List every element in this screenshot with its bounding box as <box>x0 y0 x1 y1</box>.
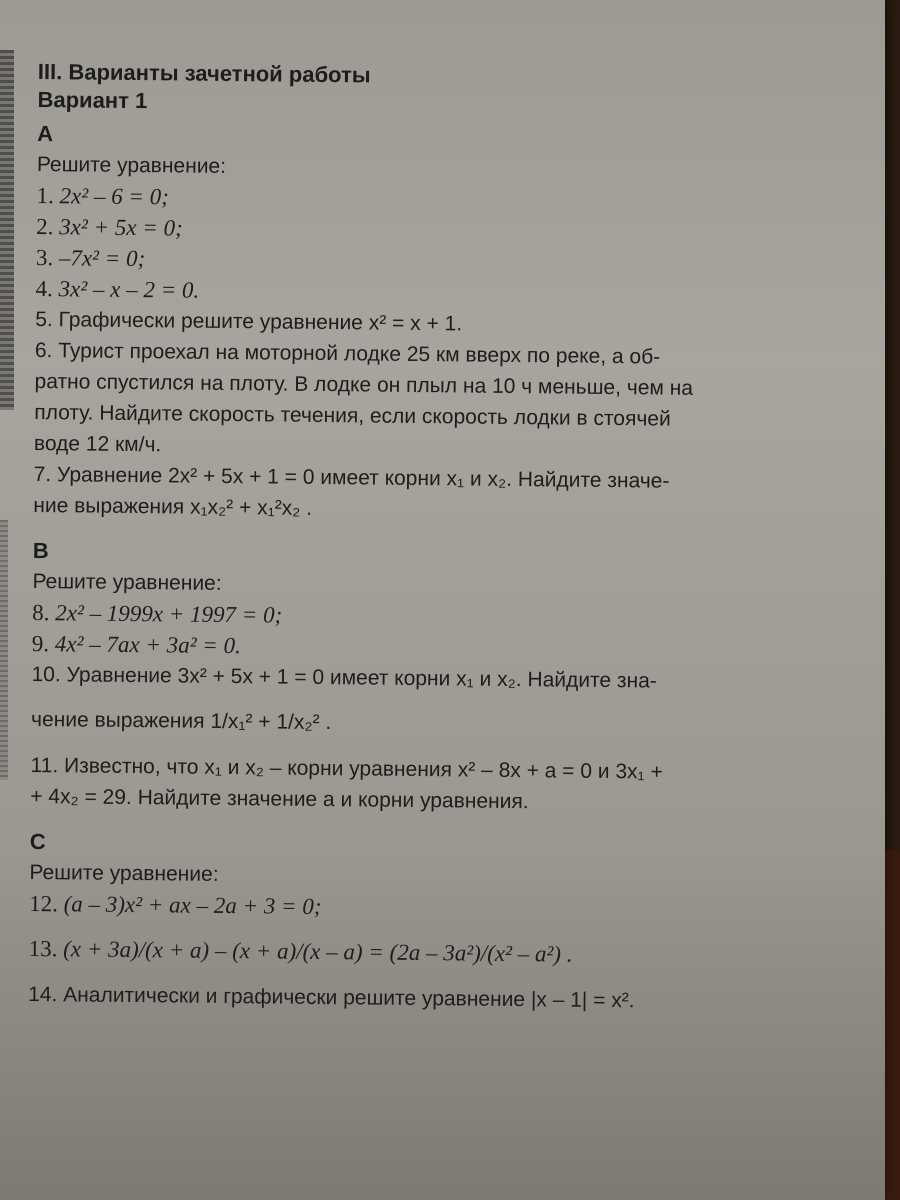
section-c-letter: С <box>29 828 46 855</box>
section-b-instruction: Решите уравнение: <box>32 569 222 595</box>
problem-11: 11. Известно, что x₁ и x₂ – корни уравнения x² – 8x + a = 0 и 3x₁ + + 4x₂ = 29. Найдите значение a и корни уравнения. <box>30 753 663 814</box>
binding-edge <box>0 50 14 410</box>
section-a-instruction: Решите уравнение: <box>36 152 227 178</box>
problem-7: 7. Уравнение 2x² + 5x + 1 = 0 имеет корни x₁ и x₂. Найдите значе- ние выражения x₁x₂² + x₁²x₂ . <box>33 462 670 520</box>
problem-3: 3. –7x² = 0; <box>35 244 146 272</box>
document-content <box>28 58 828 1018</box>
document-title: III. Варианты зачетной работы <box>37 58 371 88</box>
section-a-letter: А <box>37 120 54 147</box>
problem-13: 13. (x + 3a)/(x + a) – (x + a)/(x – a) = (2a – 3a²)/(x² – a²) . <box>28 935 573 967</box>
binding-edge-lower <box>0 520 8 780</box>
problem-12: 12. (a – 3)x² + ax – 2a + 3 = 0; <box>29 890 322 920</box>
problem-10: 10. Уравнение 3x² + 5x + 1 = 0 имеет корни x₁ и x₂. Найдите зна- чение выражения 1/x₁² + 1/x₂² . <box>30 662 657 735</box>
problem-14: 14. Аналитически и графически решите уравнение |x – 1| = x². <box>28 982 635 1013</box>
problem-6: 6. Турист проехал на моторной лодке 25 км вверх по реке, а об- ратно спустился на плоту. В лодке он плыл на 10 ч меньше, чем на плоту. Найдите скорость течения, если скорость лодки в стоячей воде 12 км/ч. <box>33 338 694 457</box>
variant-title: Вариант 1 <box>37 86 148 114</box>
section-b-letter: В <box>32 537 49 564</box>
problem-2: 2. 3x² + 5x = 0; <box>36 213 183 241</box>
problem-5: 5. Графически решите уравнение x² = x + 1. <box>35 307 463 336</box>
problem-8: 8. 2x² – 1999x + 1997 = 0; <box>32 599 283 628</box>
problem-1: 1. 2x² – 6 = 0; <box>36 182 169 210</box>
problem-4: 4. 3x² – x – 2 = 0. <box>35 275 200 303</box>
problem-9: 9. 4x² – 7ax + 3a² = 0. <box>31 630 241 659</box>
section-c-instruction: Решите уравнение: <box>29 860 219 886</box>
